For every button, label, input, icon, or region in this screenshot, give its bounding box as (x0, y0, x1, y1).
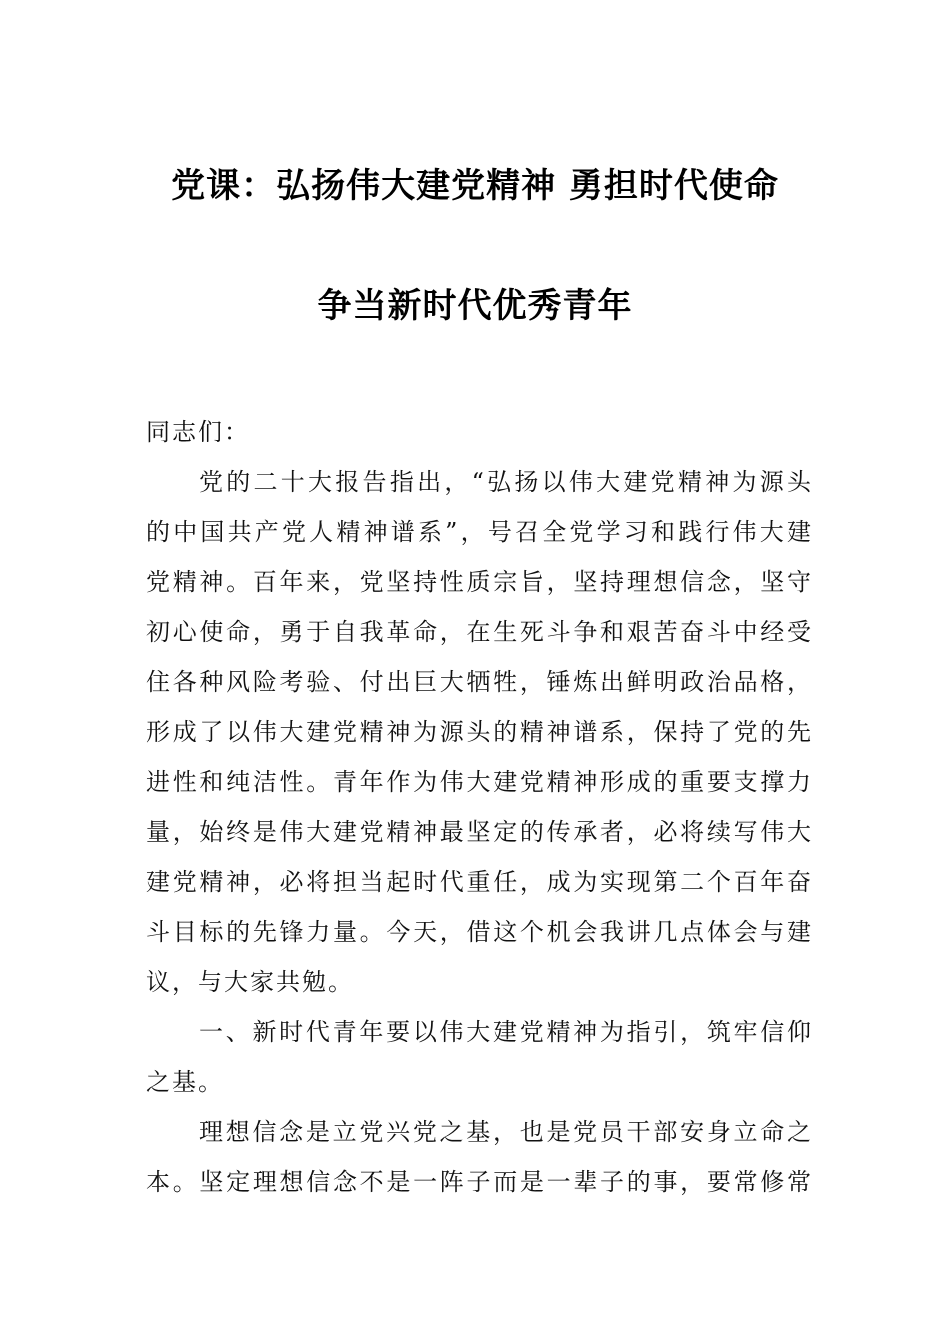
section-heading-line: 之基。 (146, 1068, 224, 1096)
section-heading-line: 一、新时代青年要以伟大建党精神为指引，筑牢信仰 (199, 1018, 811, 1046)
paragraph-line: 党的二十大报告指出，“弘扬以伟大建党精神为源头 (199, 468, 811, 496)
paragraph-line: 议，与大家共勉。 (146, 968, 354, 996)
paragraph-line: 党精神。百年来，党坚持性质宗旨，坚持理想信念，坚守 (146, 568, 811, 596)
title-line-2: 争当新时代优秀青年 (317, 286, 633, 326)
paragraph-line: 本。坚定理想信念不是一阵子而是一辈子的事，要常修常 (146, 1168, 811, 1196)
paragraph-line: 量，始终是伟大建党精神最坚定的传承者，必将续写伟大 (146, 818, 811, 846)
greeting: 同志们： (146, 418, 250, 446)
paragraph-line: 建党精神，必将担当起时代重任，成为实现第二个百年奋 (146, 868, 811, 896)
paragraph-line: 的中国共产党人精神谱系”，号召全党学习和践行伟大建 (146, 518, 811, 546)
document-body (146, 407, 811, 1207)
paragraph-line: 斗目标的先锋力量。今天，借这个机会我讲几点体会与建 (146, 918, 811, 946)
paragraph-line: 理想信念是立党兴党之基，也是党员干部安身立命之 (199, 1118, 811, 1146)
paragraph-line: 住各种风险考验、付出巨大牺牲，锤炼出鲜明政治品格， (146, 668, 811, 696)
title-line-1: 党课：弘扬伟大建党精神 勇担时代使命 (171, 166, 779, 206)
paragraph-line: 形成了以伟大建党精神为源头的精神谱系，保持了党的先 (146, 718, 811, 746)
paragraph-line: 初心使命，勇于自我革命，在生死斗争和艰苦奋斗中经受 (146, 618, 811, 646)
paragraph-line: 进性和纯洁性。青年作为伟大建党精神形成的重要支撑力 (146, 768, 811, 796)
